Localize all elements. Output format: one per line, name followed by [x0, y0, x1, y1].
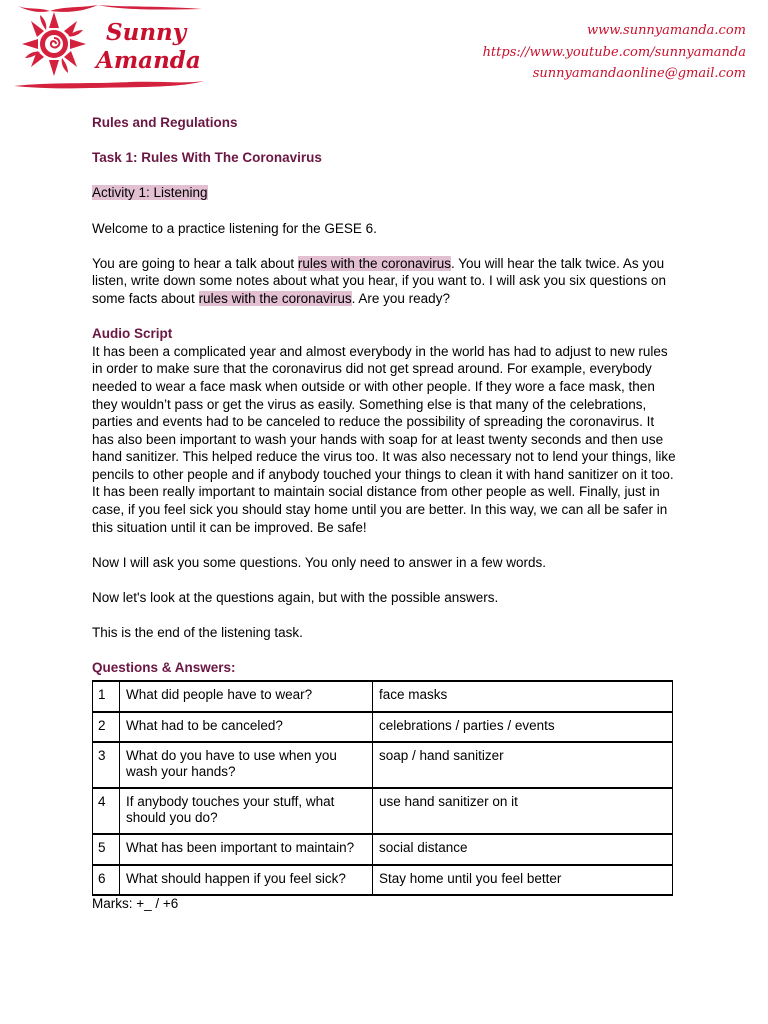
- intro-highlight-1: rules with the coronavirus: [297, 255, 451, 271]
- answer-text: soap / hand sanitizer: [373, 742, 673, 788]
- answer-text: social distance: [373, 834, 673, 865]
- table-row: [93, 712, 673, 743]
- table-row: [93, 742, 673, 788]
- audio-script-text: It has been a complicated year and almost everybody in the world has had to adjust to new rules in order to make sure that the coronavirus did not get spread around. For example, everybody needed to wear a face mask when outside or with other people. If they wore a face mask, then they wouldn’t pass or get the virus as easily. Something else is that many of the celebrations, parties and events had to be canceled to reduce the possibility of spreading the coronavirus. It has also been important to wash your hands with soap for at least twenty seconds and then use hand sanitizer. This helped reduce the virus too. It was also necessary not to lend your things, like pencils to other people and if anybody touched your things to clean it with hand sanitizer on it too. It has been really important to maintain social distance from other people as well. Finally, just in case, if you feel sick you should stay home until you are better. In this way, we can all be safer in this situation until it can be improved. Be safe!: [92, 343, 676, 535]
- youtube-link[interactable]: https://www.youtube.com/sunnyamanda: [482, 44, 746, 60]
- question-number: 4: [93, 788, 120, 834]
- logo-sunny-text: Sunny: [106, 19, 187, 46]
- question-number: 6: [93, 865, 120, 896]
- table-row: [93, 834, 673, 865]
- table-row: [93, 865, 673, 896]
- table-row: [93, 788, 673, 834]
- marks-text: Marks: +_ / +6: [92, 896, 179, 911]
- task-heading: Task 1: Rules With The Coronavirus: [92, 150, 322, 166]
- website-link[interactable]: www.sunnyamanda.com: [587, 23, 746, 38]
- intro-highlight-2: rules with the coronavirus: [198, 290, 352, 306]
- intro-text-c: . Are you ready?: [351, 290, 450, 306]
- table-row: [93, 681, 673, 712]
- intro-text-a: You are going to hear a talk about: [92, 255, 298, 271]
- question-text: If anybody touches your stuff, what should you do?: [120, 788, 373, 834]
- audio-script-heading: Audio Script: [92, 326, 173, 342]
- question-text: What did people have to wear?: [120, 681, 373, 712]
- activity-heading: [92, 184, 676, 202]
- logo-amanda-text: Amanda: [96, 47, 201, 74]
- question-text: What should happen if you feel sick?: [120, 865, 373, 896]
- question-number: 3: [93, 742, 120, 788]
- end-text: This is the end of the listening task.: [92, 625, 303, 641]
- look-again-text: Now let's look at the questions again, but with the possible answers.: [92, 590, 499, 606]
- question-number: 2: [93, 712, 120, 743]
- intro-paragraph: [92, 255, 676, 308]
- qa-table: [92, 680, 673, 896]
- sunny-amanda-logo: [10, 4, 206, 90]
- answer-text: face masks: [373, 681, 673, 712]
- document-body: [92, 114, 676, 912]
- question-number: 1: [93, 681, 120, 712]
- welcome-text: Welcome to a practice listening for the GESE 6.: [92, 220, 377, 236]
- email-link[interactable]: sunnyamandaonline@gmail.com: [532, 66, 746, 81]
- contact-info: [483, 20, 746, 85]
- activity-label: Activity 1: Listening: [92, 185, 208, 201]
- ask-text: Now I will ask you some questions. You only need to answer in a few words.: [92, 554, 546, 570]
- qa-heading: Questions & Answers:: [92, 660, 236, 676]
- answer-text: use hand sanitizer on it: [373, 788, 673, 834]
- question-text: What has been important to maintain?: [120, 834, 373, 865]
- question-text: What do you have to use when you wash your hands?: [120, 742, 373, 788]
- question-number: 5: [93, 834, 120, 865]
- question-text: What had to be canceled?: [120, 712, 373, 743]
- page-title: Rules and Regulations: [92, 115, 238, 130]
- answer-text: Stay home until you feel better: [373, 865, 673, 896]
- answer-text: celebrations / parties / events: [373, 712, 673, 743]
- intro-text-b: . You will hear the talk twice. As you listen, write down some notes about what you hear, if you want to. I will ask you six questions on some facts about: [92, 255, 667, 306]
